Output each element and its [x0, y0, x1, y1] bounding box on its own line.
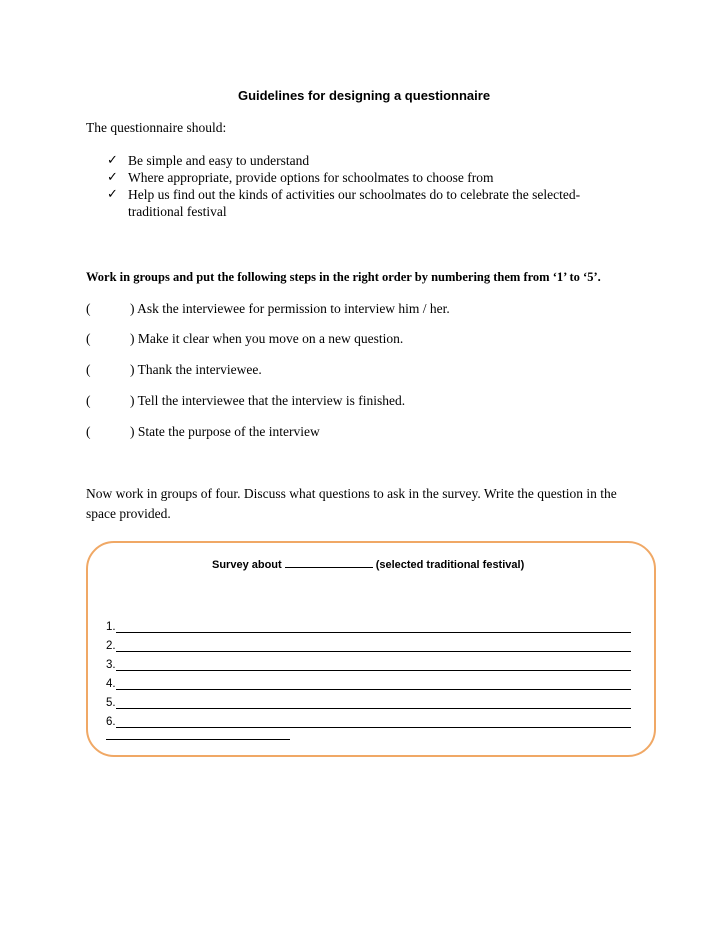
step-number-blank[interactable]: ( [86, 362, 91, 377]
step-number-blank[interactable]: ( [86, 331, 91, 346]
question-line[interactable] [106, 695, 631, 709]
answer-blank[interactable] [116, 715, 631, 728]
answer-blank[interactable] [116, 620, 631, 633]
checklist-item-text: Help us find out the kinds of activities our schoolmates do to celebrate the selected-traditional festival [128, 187, 581, 219]
ordering-instruction: Work in groups and put the following steps in the right order by numbering them from ‘1’ to ‘5’. [86, 270, 601, 284]
step-item [86, 301, 450, 317]
question-number: 4. [106, 678, 116, 690]
checkmark-icon: ✓ [107, 170, 118, 185]
answer-blank[interactable] [116, 658, 631, 671]
survey-heading [212, 557, 524, 571]
intro-text: The questionnaire should: [86, 120, 227, 135]
survey-heading-prefix: Survey about [212, 559, 282, 571]
checklist-item [107, 186, 627, 220]
guideline-checklist [107, 152, 627, 220]
extra-answer-line[interactable] [106, 739, 290, 740]
step-text: ) Thank the interviewee. [130, 362, 262, 377]
checklist-item-text: Where appropriate, provide options for schoolmates to choose from [128, 170, 494, 185]
step-item [86, 424, 320, 440]
question-number: 3. [106, 659, 116, 671]
checklist-item-text: Be simple and easy to understand [128, 153, 310, 168]
group-task-text: Now work in groups of four. Discuss what questions to ask in the survey. Write the question in the space provided. [86, 486, 617, 521]
step-number-blank[interactable]: ( [86, 393, 91, 408]
question-number: 1. [106, 621, 116, 633]
festival-blank[interactable] [285, 557, 373, 568]
step-text: ) Tell the interviewee that the interview is finished. [130, 393, 406, 408]
checkmark-icon: ✓ [107, 187, 118, 202]
question-line[interactable] [106, 638, 631, 652]
question-line[interactable] [106, 619, 631, 633]
checkmark-icon: ✓ [107, 153, 118, 168]
question-number: 6. [106, 716, 116, 728]
question-line[interactable] [106, 676, 631, 690]
answer-blank[interactable] [116, 677, 631, 690]
question-number: 2. [106, 640, 116, 652]
step-item [86, 362, 262, 378]
step-text: ) Make it clear when you move on a new question. [130, 331, 404, 346]
question-number: 5. [106, 697, 116, 709]
answer-blank[interactable] [116, 696, 631, 709]
checklist-item [107, 169, 627, 186]
step-text: ) Ask the interviewee for permission to interview him / her. [130, 301, 450, 316]
survey-heading-suffix: (selected traditional festival) [375, 559, 525, 571]
page-title: Guidelines for designing a questionnaire [237, 88, 491, 103]
step-text: ) State the purpose of the interview [130, 424, 320, 439]
step-number-blank[interactable]: ( [86, 424, 91, 439]
step-item [86, 331, 403, 347]
step-number-blank[interactable]: ( [86, 301, 91, 316]
step-item [86, 393, 405, 409]
question-line[interactable] [106, 657, 631, 671]
answer-blank[interactable] [116, 639, 631, 652]
checklist-item [107, 152, 627, 169]
question-line[interactable] [106, 714, 631, 728]
